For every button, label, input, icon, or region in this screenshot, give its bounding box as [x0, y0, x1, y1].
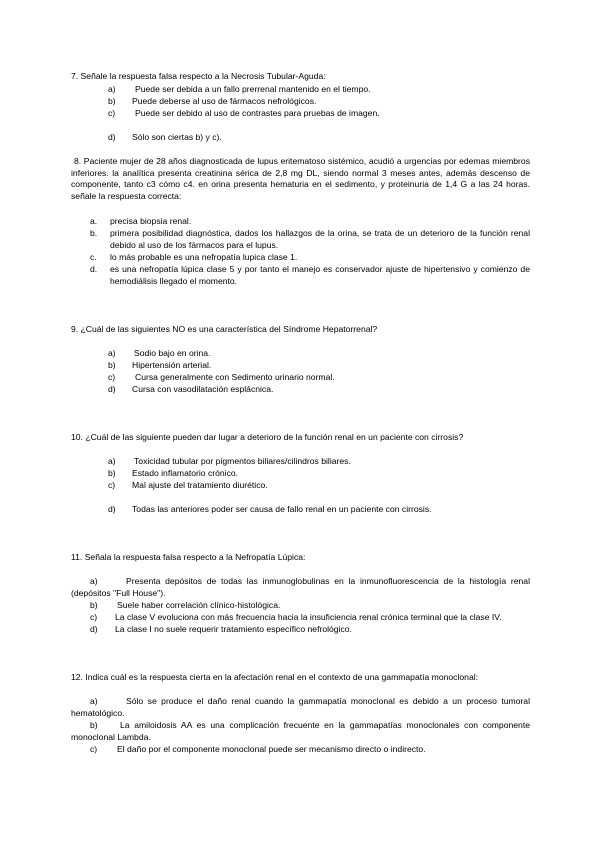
option-c: [90, 744, 426, 756]
option-label: a): [108, 84, 116, 94]
option-label: a.: [90, 216, 98, 226]
option-label: c): [90, 612, 98, 622]
option-b: [90, 600, 280, 612]
option-label: d): [108, 132, 116, 142]
option-text: La clase V evoluciona con más frecuencia hacia la insuficiencia renal crónica terminal que la clase IV.: [115, 612, 502, 622]
option-text: lo más probable es una nefropatía lupica clase 1.: [110, 252, 298, 262]
question-stem: 9. ¿Cuál de las siguientes NO es una característica del Síndrome Hepatorrenal?: [71, 324, 378, 334]
option-b: [108, 96, 316, 108]
option-text: Suele haber correlación clínico-histológica.: [117, 600, 281, 610]
option-text: Hipertensión arterial.: [132, 360, 212, 370]
option-d: [90, 624, 352, 636]
option-text: El daño por el componente monoclonal puede ser mecanismo directo o indirecto.: [117, 744, 426, 754]
option-text: La clase I no suele requerir tratamiento específico nefrológico.: [115, 624, 352, 634]
option-label: a): [90, 696, 98, 706]
option-text: primera posibilidad diagnóstica, dados los hallazgos de la orina, se trata de un deterioro de la función renal debido al uso de los fármacos para el lupus.: [110, 228, 530, 250]
option-a: [108, 84, 371, 96]
option-label: b): [108, 96, 116, 106]
option-text: Cursa generalmente con Sedimento urinario normal.: [135, 372, 335, 382]
option-text: Puede ser debida a un fallo prerrenal mantenido en el tiempo.: [135, 84, 371, 94]
question-stem: 12. Indica cuál es la respuesta cierta en la afectación renal en el contexto de una gammapatía monoclonal:: [71, 672, 479, 682]
option-label: b.: [90, 228, 98, 238]
option-text: Sodio bajo en orina.: [134, 348, 211, 358]
option-label: b): [90, 600, 98, 610]
option-label: b): [108, 360, 116, 370]
option-label: c): [108, 480, 116, 490]
option-label: c.: [90, 252, 97, 262]
option-text: Puede deberse al uso de fármacos nefrológicos.: [132, 96, 317, 106]
option-text: Cursa con vasodilatación esplácnica.: [132, 384, 274, 394]
option-a: [90, 216, 191, 228]
option-label: c): [108, 108, 116, 118]
option-text: Sólo son ciertas b) y c).: [132, 132, 222, 142]
option-d: [108, 132, 222, 144]
option-label: c): [90, 744, 98, 754]
option-text: Puede ser debido al uso de contrastes para pruebas de imagen.: [135, 108, 380, 118]
option-label: a): [108, 348, 116, 358]
option-label: d): [108, 504, 116, 514]
option-a: [108, 456, 351, 468]
option-c: [108, 480, 268, 492]
question-stem: 8. Paciente mujer de 28 años diagnosticada de lupus eritematoso sistémico, acudió a urgencias por edemas miembros inferiores. la analítica presenta creatinina sérica de 2,8 mg DL, siendo normal 3 meses antes, además descenso de componente, tanto c3 cómo c4. en orina presenta hematuria en el sedimento, y proteinuria de 1,4 G a las 24 horas. señale la respuesta correcta:: [71, 156, 530, 201]
option-text: es una nefropatía lúpica clase 5 y por tanto el manejo es conservador ajuste de hipertensivo y comienzo de hemodiálisis llegado el momento.: [110, 264, 530, 286]
option-text: Todas las anteriores poder ser causa de fallo renal en un paciente con cirrosis.: [132, 504, 432, 514]
option-label: d.: [90, 264, 98, 274]
option-label: d): [90, 624, 98, 634]
option-c: [108, 372, 335, 384]
option-label: d): [108, 384, 116, 394]
option-text: Toxicidad tubular por pigmentos biliares/cilindros biliares.: [134, 456, 351, 466]
option-text: Presenta depósitos de todas las inmunoglobulinas en la inmunofluorescencia de la histología renal (depósitos "Full House").: [71, 576, 530, 598]
option-text: precisa biopsia renal.: [110, 216, 192, 226]
option-c: [108, 108, 380, 120]
option-label: c): [108, 372, 116, 382]
option-b: [90, 228, 110, 240]
option-label: a): [108, 456, 116, 466]
option-text: Estado inflamatorio crónico.: [132, 468, 239, 478]
option-label: b): [108, 468, 116, 478]
option-b: [108, 360, 211, 372]
option-d: [90, 264, 110, 276]
option-a: [108, 348, 210, 360]
option-text: La amiloidosis AA es una complicación frecuente en la gammapatías monoclonales con componente monoclonal Lambda.: [71, 720, 530, 742]
question-stem: 7. Señale la respuesta falsa respecto a la Necrosis Tubular-Aguda:: [71, 71, 326, 81]
option-text: Mal ajuste del tratamiento diurético.: [132, 480, 268, 490]
option-c: [90, 252, 297, 264]
option-label: b): [90, 720, 98, 730]
question-stem: 10. ¿Cuál de las siguiente pueden dar lugar a deterioro de la función renal en un paciente con cirrosis?: [71, 432, 464, 442]
option-label: a): [90, 576, 98, 586]
option-d: [108, 384, 273, 396]
option-b: [108, 468, 238, 480]
question-stem: 11. Señala la respuesta falsa respecto a la Nefropatía Lúpica:: [71, 552, 306, 562]
option-c: [90, 612, 502, 624]
option-text: Sólo se produce el daño renal cuando la gammapatía monoclonal es debido a un proceso tumoral hematológico.: [71, 696, 530, 718]
option-d: [108, 504, 432, 516]
